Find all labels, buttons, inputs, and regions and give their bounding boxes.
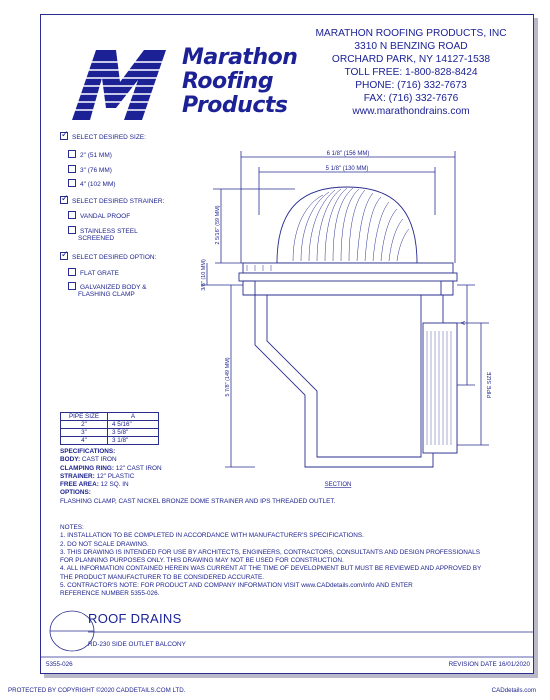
dim-top-label: 6 1/8" (156 MM) [326, 151, 370, 157]
copyright-footer: PROTECTED BY COPYRIGHT ©2020 CADDETAILS.COM LTD. [8, 687, 186, 694]
checkbox-option[interactable]: ✓ [61, 249, 69, 259]
note-line: 1. INSTALLATION TO BE COMPLETED IN ACCORDANCE WITH MANUFACTURER'S SPECIFICATIONS. [60, 532, 364, 540]
dim-dome-label: 2 5/16" (59 MM) [215, 205, 221, 245]
title-block-subtitle: RD-230 SIDE OUTLET BALCONY [88, 641, 186, 648]
flange [239, 273, 457, 281]
brand-line-3: Products [182, 93, 288, 118]
company-phone: PHONE: (716) 332-7673 [355, 80, 467, 91]
note-line: THE PRODUCT MANUFACTURER TO BE CONSIDERED ACCURATE. [60, 573, 265, 581]
specs-heading: SPECIFICATIONS: [60, 448, 116, 455]
spec-clamp-value: 12" CAST IRON [115, 464, 162, 472]
spec-clamp-label: CLAMPING RING: [60, 464, 114, 472]
section-label: SECTION [324, 482, 352, 488]
caddetails-link[interactable]: CADdetails.com [491, 687, 536, 694]
company-name: MARATHON ROOFING PRODUCTS, INC [315, 28, 507, 39]
checkbox[interactable] [68, 211, 76, 219]
title-block-title: ROOF DRAINS [88, 611, 182, 626]
label-pipe-size: PIPE SIZE [487, 371, 493, 399]
option-heading[interactable]: ✓ SELECT DESIRED OPTION: [61, 249, 157, 261]
brand-line-1: Marathon [182, 45, 298, 70]
company-tollfree: TOLL FREE: 1-800-828-8424 [344, 67, 478, 78]
option-size-4[interactable]: 4" (102 MM) [68, 179, 116, 189]
table-cell: 4 5/16" [108, 421, 159, 429]
company-address-1: 3310 N BENZING ROAD [354, 41, 468, 52]
option-flashing-clamp: FLASHING CLAMP [78, 291, 135, 298]
option-size-3[interactable]: 3" (76 MM) [68, 165, 112, 175]
company-website: www.marathondrains.com [352, 106, 470, 117]
table-cell: 3" [61, 429, 108, 437]
spec-strainer-value: 12" PLASTIC [96, 472, 135, 480]
dim-second-label: 5 1/8" (130 MM) [325, 166, 369, 172]
option-screened: SCREENED [78, 235, 115, 242]
clamp-bolt-left [243, 281, 255, 295]
table-header-row [61, 413, 159, 421]
checkbox[interactable] [68, 268, 76, 276]
spec-options-value: FLASHING CLAMP, CAST NICKEL BRONZE DOME STRAINER AND IPS THREADED OUTLET. [60, 497, 336, 505]
option-galvanized[interactable]: GALVANIZED BODY & [68, 282, 146, 292]
dim-small-label: 3/8" (10 MM) [201, 259, 207, 291]
notes-heading: NOTES: [60, 524, 84, 531]
note-line: REFERENCE NUMBER 5355-026. [60, 590, 160, 598]
table-cell: 3 1/8" [108, 437, 159, 445]
table-cell: 4" [61, 437, 108, 445]
option-stainless-steel[interactable]: STAINLESS STEEL [68, 226, 138, 236]
marathon-logo-icon [58, 42, 188, 124]
option-flat-grate[interactable]: FLAT GRATE [68, 268, 119, 278]
drain-section-drawing [195, 145, 505, 490]
spec-options-label: OPTIONS: [60, 489, 91, 497]
note-line: 4. ALL INFORMATION CONTAINED HEREIN WAS CURRENT AT THE TIME OF DEVELOPMENT BUT MUST BE REVIEWED AND APPROVED BY [60, 565, 482, 573]
checkbox[interactable] [68, 179, 76, 187]
option-size-2[interactable]: 2" (51 MM) [68, 150, 112, 160]
revision-date: REVISION DATE 16/01/2020 [448, 661, 530, 668]
strainer-heading[interactable]: ✓ SELECT DESIRED STRAINER: [61, 193, 165, 205]
table-header: PIPE SIZE [61, 413, 108, 421]
note-line: 3. THIS DRAWING IS INTENDED FOR USE BY ARCHITECTS, ENGINEERS, CONTRACTORS, CONSULTANTS AND DESIGN PROFESSIONALS [60, 548, 480, 556]
spec-body-value: CAST IRON [81, 456, 117, 464]
checkbox[interactable] [68, 226, 76, 234]
spec-area-value: 12 SQ. IN [100, 481, 129, 489]
drawing-code: 5355-026 [46, 661, 73, 668]
checkbox-strainer[interactable]: ✓ [61, 193, 69, 203]
table-cell: 3 5/8" [108, 429, 159, 437]
table-header: A [108, 413, 159, 421]
dome-strainer [277, 187, 417, 263]
checkbox[interactable] [68, 282, 76, 290]
checkbox-size[interactable]: ✓ [61, 129, 69, 139]
table-row [61, 429, 159, 437]
note-line: 2. DO NOT SCALE DRAWING. [60, 540, 149, 548]
checkbox[interactable] [68, 150, 76, 158]
option-vandal-proof[interactable]: VANDAL PROOF [68, 211, 130, 221]
table-row [61, 437, 159, 445]
spec-strainer-label: STRAINER: [60, 472, 95, 480]
table-row [61, 421, 159, 429]
pipe-size-table [60, 412, 159, 445]
clamp-bolt-right [441, 281, 453, 295]
dim-body-label: 5 7/8" (149 MM) [225, 357, 231, 397]
table-cell: 2" [61, 421, 108, 429]
company-address-2: ORCHARD PARK, NY 14127-1538 [331, 54, 491, 65]
checkbox[interactable] [68, 165, 76, 173]
threaded-outlet [423, 323, 457, 453]
note-line: FOR PLANNING PURPOSES ONLY. THIS DRAWING MAY NOT BE USED FOR CONSTRUCTION. [60, 557, 344, 565]
company-fax: FAX: (716) 332-7676 [363, 93, 459, 104]
label-a: A [461, 320, 467, 326]
note-line: 5. CONTRACTOR'S NOTE: FOR PRODUCT AND COMPANY INFORMATION VISIT www.CADdetails.com/info AND ENTER [60, 582, 413, 590]
brand-line-2: Roofing [182, 69, 274, 94]
size-heading[interactable]: ✓ SELECT DESIRED SIZE: [61, 129, 146, 141]
notes [60, 524, 500, 599]
clamping-ring [243, 263, 453, 273]
spec-body-label: BODY: [60, 456, 81, 464]
specifications [60, 448, 500, 506]
brand-name [182, 46, 297, 118]
spec-area-label: FREE AREA: [60, 481, 99, 489]
company-info [304, 27, 518, 118]
